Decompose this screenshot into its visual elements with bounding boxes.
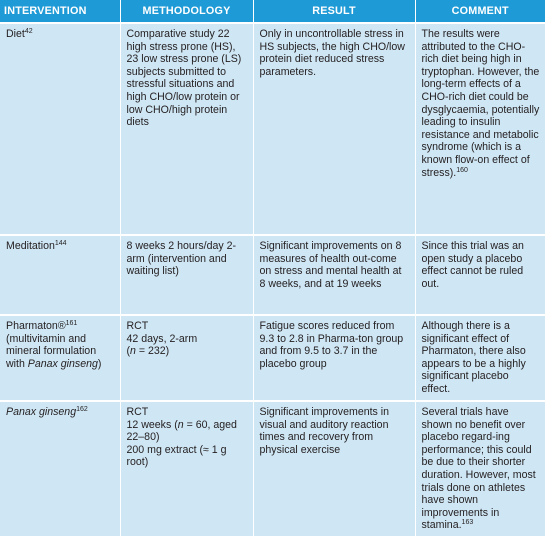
intervention-name: Pharmaton®: [6, 320, 66, 332]
intervention-cell: [0, 401, 120, 536]
reference-superscript: 144: [54, 240, 67, 247]
reference-superscript: 161: [65, 320, 78, 327]
methodology-cell: Comparative study 22 high stress prone (HS), 23 low stress prone (LS) subjects submitted to stressful situations and high CHO/low protein or low CHO/high protein diets: [120, 23, 253, 235]
methodology-cell: [120, 401, 253, 536]
methodology-fragment: (: [126, 345, 131, 358]
intervention-detail-italic: Panax ginseng: [27, 357, 98, 370]
methodology-line: [127, 345, 248, 358]
result-cell: Significant improvements in visual and auditory reaction times and recovery from physical exercise: [253, 401, 415, 536]
header-comment: COMMENT: [415, 0, 545, 23]
intervention-detail-end: ): [97, 357, 102, 370]
intervention-cell: [0, 235, 120, 315]
result-cell: Fatigue scores reduced from 9.3 to 2.8 in Pharma-ton group and from 9.5 to 3.7 in the placebo group: [253, 315, 415, 401]
header-row: [0, 0, 545, 23]
intervention-name: Panax ginseng: [6, 406, 77, 418]
comment-cell: [415, 401, 545, 536]
header-result: RESULT: [253, 0, 415, 23]
header-methodology: METHODOLOGY: [120, 0, 253, 23]
table-row: [0, 401, 545, 536]
methodology-line: [127, 419, 248, 444]
header-intervention: INTERVENTION: [0, 0, 120, 23]
methodology-n: n: [130, 345, 136, 358]
intervention-cell: [0, 315, 120, 401]
methodology-n: n: [177, 418, 184, 431]
result-cell: Significant improvements on 8 measures of health out-come on stress and mental health at 8 weeks, and at 19 weeks: [253, 235, 415, 315]
comment-cell: Although there is a significant effect of Pharmaton, there also appears to be a highly significant placebo effect.: [415, 315, 545, 401]
methodology-fragment: = 232): [135, 345, 170, 358]
comment-cell: Since this trial was an open study a placebo effect cannot be ruled out.: [415, 235, 545, 315]
methodology-line: 42 days, 2-arm: [126, 332, 198, 345]
result-cell: Only in uncontrollable stress in HS subjects, the high CHO/low protein diet reduced stress parameters.: [253, 23, 415, 235]
methodology-line: RCT: [126, 406, 149, 418]
methodology-line: 200 mg extract (≈ 1 g root): [126, 443, 227, 469]
methodology-cell: 8 weeks 2 hours/day 2-arm (intervention and waiting list): [120, 235, 253, 315]
table-row: [0, 23, 545, 235]
intervention-name: Diet: [6, 28, 25, 40]
comment-cell: [415, 23, 545, 235]
intervention-name: Meditation: [6, 240, 55, 252]
methodology-line: RCT: [126, 320, 149, 332]
reference-superscript: 42: [24, 28, 33, 35]
table-row: [0, 235, 545, 315]
methodology-fragment: = 60, aged 22–80): [126, 418, 237, 444]
reference-superscript: 162: [76, 406, 88, 413]
intervention-cell: [0, 23, 120, 235]
reference-superscript: 163: [461, 519, 474, 527]
reference-superscript: 160: [456, 166, 468, 174]
methodology-cell: [120, 315, 253, 401]
intervention-detail: (multivitamin and mineral formulation with: [6, 332, 97, 370]
comment-text: Several trials have shown no benefit over placebo regard-ing performance; this could be due to their shorter duration. However, most trials done on athletes have shown improvements in stamina.: [421, 406, 536, 532]
comment-text: The results were attributed to the CHO-rich diet being high in tryptophan. However, the long-term effects of a CHO-rich diet could be dysglycaemia, potentially leading to insulin resistance and metabolic syndrome (which is a known flow-on effect of stress).: [421, 28, 540, 179]
table-row: [0, 315, 545, 401]
methodology-fragment: 12 weeks (: [126, 418, 178, 431]
